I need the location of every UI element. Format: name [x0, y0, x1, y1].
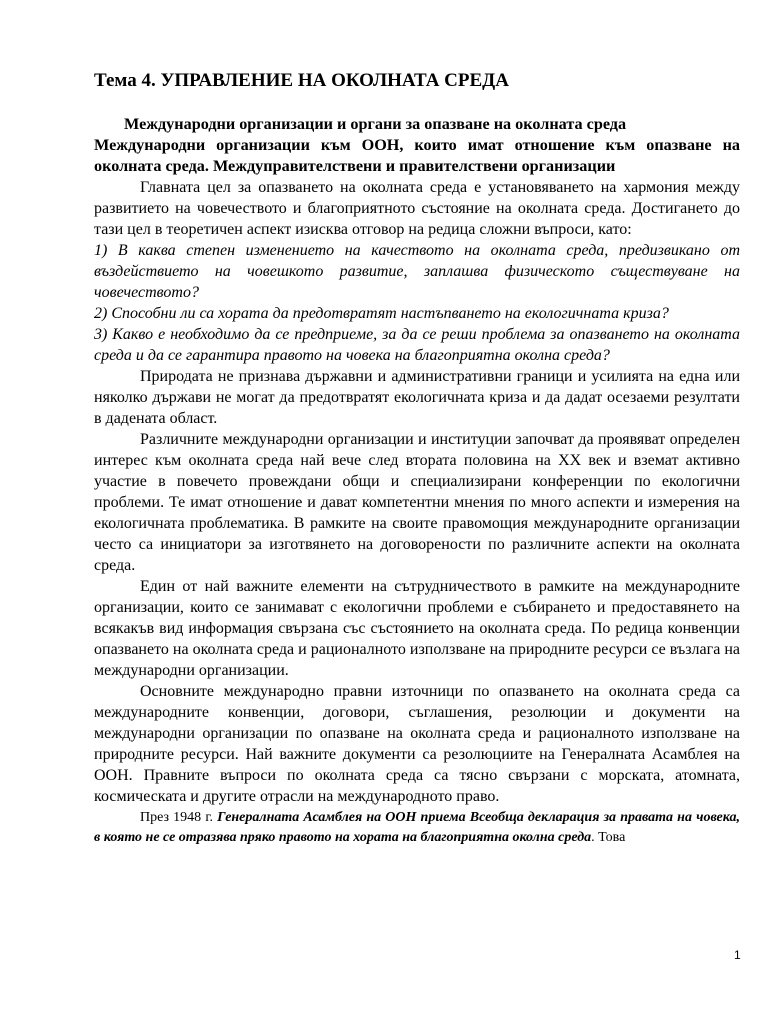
question-1: 1) В каква степен изменението на качеството на околната среда, предизвикано от въздействието на човешкото развитие, заплашва физическото съществуване на човечеството?	[94, 242, 740, 301]
paragraph-2: Природата не признава държавни и административни граници и усилията на една или няколко държави не могат да предотвратят екологичната криза и да дадат осезаеми резултати в дадената област.	[94, 368, 740, 427]
paragraph-3: Различните международни организации и институции започват да проявяват определен интерес към околната среда най вече след втората половина на XX век и вземат активно участие в повечето провеждани общи и специализирани конференции по екологични проблеми. Те имат отношение и дават компетентни мнения по много аспекти и измерения на екологичната проблематика. В рамките на своите правомощия международните организации често са инициатори за изготвянето на договорености по различните аспекти на околната среда.	[94, 431, 740, 574]
subtitle-line-1: Международни организации и органи за опазване на околната среда	[124, 115, 627, 133]
page-number: 1	[734, 948, 741, 962]
section-subtitle	[94, 114, 740, 177]
paragraph-4: Един от най важните елементи на сътрудничеството в рамките на международните организации, които се занимават с екологични проблеми е събирането и предоставянето на всякакъв вид информация свързана със състоянието на околната среда. По редица конвенции опазването на околната среда и рационалното използване на природните ресурси се възлага на международни организации.	[94, 578, 740, 679]
paragraph-6	[94, 808, 740, 848]
question-2: 2) Способни ли са хората да предотвратят настъпването на екологичната криза?	[94, 305, 669, 322]
paragraph-6-tail: . Това	[591, 830, 626, 845]
subtitle-line-2: Международни организации към ООН, които имат отношение към опазване на околната среда. Междуправителствени и правителствени организации	[94, 136, 740, 175]
paragraph-6-emphasis: Генералната Асамблея на ООН приема Всеобща декларация за правата на човека, в която не се отразява пряко правото на хората на благоприятна околна среда	[94, 810, 740, 845]
paragraph-1: Главната цел за опазването на околната среда е установяването на хармония между развитието на човечеството и благоприятното състояние на околната среда. Достигането до тази цел в теоретичен аспект изисква отговор на редица сложни въпроси, като:	[94, 179, 740, 238]
question-3: 3) Какво е необходимо да се предприеме, за да се реши проблема за опазването на околната среда и да се гарантира правото на човека на благоприятна околна среда?	[94, 326, 740, 364]
paragraph-6-lead: През 1948 г.	[140, 810, 218, 825]
document-body	[94, 114, 740, 848]
document-title: Тема 4. УПРАВЛЕНИЕ НА ОКОЛНАТА СРЕДА	[94, 70, 509, 91]
paragraph-5: Основните международно правни източници по опазването на околната среда са международните конвенции, договори, съглашения, резолюции и документи на международни организации по опазване на околната среда и рационалното използване на природните ресурси. Най важните документи са резолюциите на Генералната Асамблея на ООН. Правните въпроси по околната среда са тясно свързани с морската, атомната, космическата и другите отрасли на международното право.	[94, 683, 740, 805]
